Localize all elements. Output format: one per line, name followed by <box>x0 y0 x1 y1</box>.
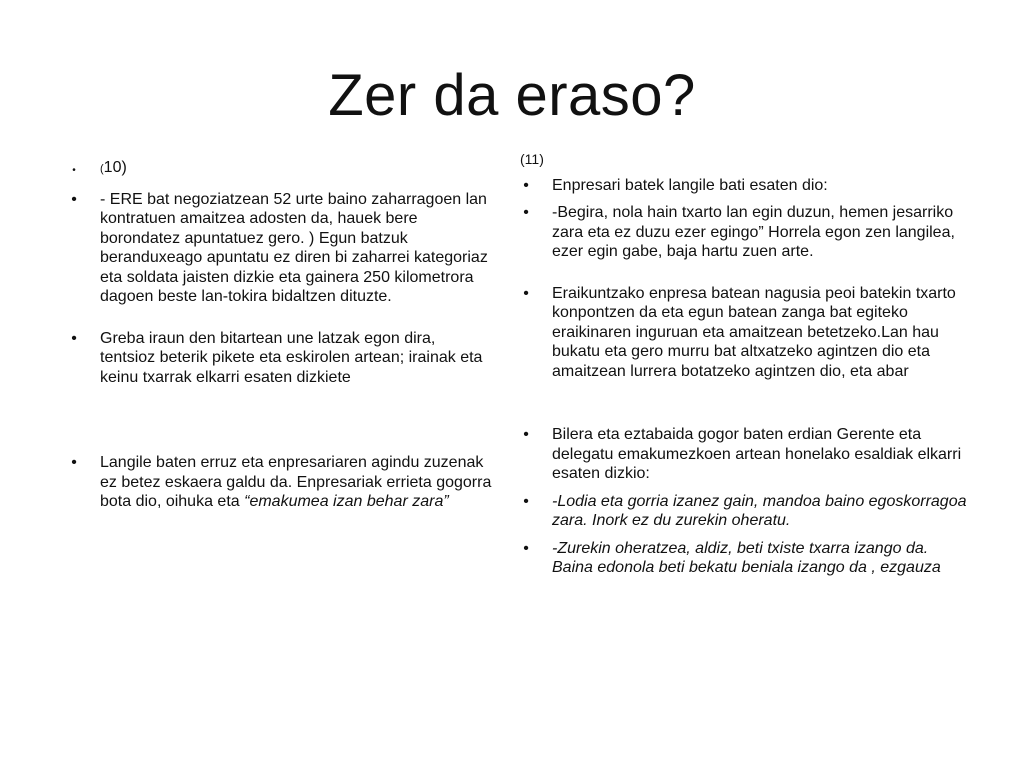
right-item-1-text: Enpresari batek langile bati esaten dio: <box>552 176 828 194</box>
left-column <box>60 158 492 512</box>
right-column <box>512 150 972 578</box>
left-item-3-text: Langile baten erruz eta enpresariaren agindu zuzenak ez betez eskaera galdu da. Enpresariak errieta gogorra bota dio, oihuka eta <box>100 454 492 510</box>
right-item-5-text: -Lodia eta gorria izanez gain, mandoa baino egoskorragoa zara. Inork ez du zurekin oheratu. <box>552 492 967 529</box>
bullet-icon: • <box>523 426 529 443</box>
right-item-1 <box>512 176 972 196</box>
right-item-2 <box>512 203 972 262</box>
bullet-icon: • <box>71 329 77 347</box>
left-item-2-text: Greba iraun den bitartean une latzak egon dira, tentsioz beterik pikete eta eskirolen artean; irainak eta keinu txarrak elkarri esaten dizkiete <box>100 329 483 386</box>
right-item-6-text: -Zurekin oheratzea, aldiz, beti txiste txarra izango da. Baina edonola beti bekatu beniala izango da , ezgauza <box>552 539 941 576</box>
left-label-item <box>60 158 492 180</box>
right-item-2-text: -Begira, nola hain txarto lan egin duzun, hemen jesarriko zara eta ez duzu ezer egingo” Horrela egon zen langilea, ezer egin gabe, baja hartu zuen arte. <box>552 204 955 260</box>
bullet-icon: • <box>523 176 529 194</box>
slide-title: Zer da eraso? <box>328 63 696 128</box>
right-item-3-text: Eraikuntzako enpresa batean nagusia peoi batekin txarto konpontzen da eta egun batean zanga bat egiteko eraikinaren inguruan eta amaitzean betetzeko.Lan hau bukatu eta gero murru bat altxatzeko agintzen dio eta amaitzean lurrera botatzeko agintzen dio, eta abar <box>552 284 956 380</box>
bullet-icon: • <box>71 190 77 208</box>
left-item-1 <box>60 190 492 307</box>
left-item-3-quote: “emakumea izan behar zara” <box>244 493 449 510</box>
right-item-3 <box>512 284 972 382</box>
bullet-icon: • <box>523 204 529 221</box>
bullet-icon: • <box>72 165 76 176</box>
bullet-icon: • <box>523 492 529 510</box>
left-item-1-text: - ERE bat negoziatzean 52 urte baino zaharragoen lan kontratuen amaitzea adosten da, hauek bere borondatez apuntatuez gero. ) Egun batzuk beranduxeago apuntatu ez diren bi zaharrei kategoriaz eta soldata jaisten dizkie eta gainera 250 kilometrora dagoen beste lan-tokira bidaltzen dituzte. <box>100 190 488 305</box>
right-item-5 <box>512 492 972 531</box>
bullet-icon: • <box>71 454 77 471</box>
left-item-3 <box>60 453 492 512</box>
right-label: (11) <box>520 151 544 167</box>
right-item-4-text: Bilera eta eztabaida gogor baten erdian Gerente eta delegatu emakumezkoen artean honelako esaldiak elkarri esaten dizkio: <box>552 426 962 482</box>
right-item-4 <box>512 425 972 484</box>
right-item-6 <box>512 539 972 578</box>
left-item-2 <box>60 329 492 388</box>
left-label-open: ( <box>100 163 104 175</box>
left-label-number: 10) <box>103 159 127 176</box>
bullet-icon: • <box>523 284 529 302</box>
bullet-icon: • <box>523 539 529 557</box>
